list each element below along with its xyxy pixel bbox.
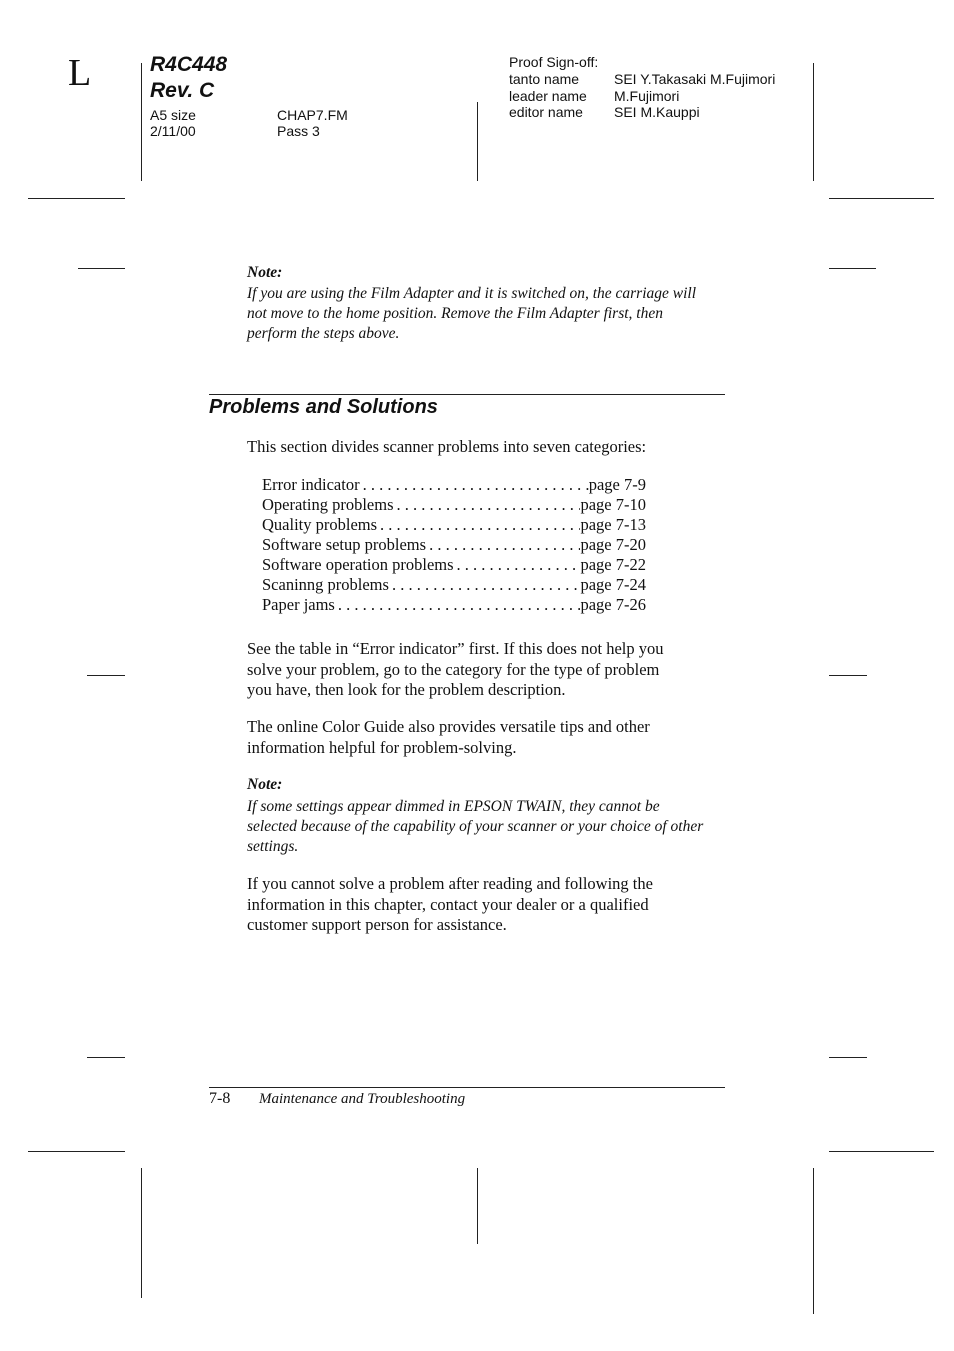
closing-paragraph bbox=[247, 874, 727, 936]
signoff-role: tanto name bbox=[509, 71, 580, 87]
crop-mark bbox=[28, 1151, 125, 1152]
note-line: not move to the home position. Remove the Film Adapter first, then bbox=[247, 305, 663, 322]
category-page: page 7-9 bbox=[588, 475, 646, 494]
category-item bbox=[262, 575, 646, 595]
paragraph-line: information helpful for problem-solving. bbox=[247, 737, 517, 757]
category-item bbox=[262, 535, 646, 555]
category-item bbox=[262, 555, 646, 575]
dot-leader bbox=[389, 575, 581, 595]
crop-mark bbox=[477, 102, 478, 181]
signoff-name: M.Fujimori bbox=[614, 88, 680, 104]
category-page: page 7-24 bbox=[580, 575, 646, 594]
crop-mark bbox=[829, 1057, 867, 1058]
dot-leader bbox=[335, 595, 581, 615]
body-paragraph bbox=[247, 639, 727, 701]
dot-leader bbox=[426, 535, 580, 555]
section-title: Problems and Solutions bbox=[209, 396, 438, 418]
category-item bbox=[262, 475, 646, 495]
crop-mark bbox=[141, 63, 142, 181]
category-page: page 7-22 bbox=[580, 555, 646, 574]
size-label: A5 size bbox=[150, 107, 196, 123]
note-line: selected because of the capability of your scanner or your choice of other bbox=[247, 818, 704, 835]
category-label: Quality problems bbox=[262, 515, 378, 534]
crop-mark bbox=[78, 268, 125, 269]
paragraph-line: The online Color Guide also provides versatile tips and other bbox=[247, 717, 650, 736]
dot-leader bbox=[377, 515, 580, 535]
paragraph-line: information in this chapter, contact your dealer or a qualified bbox=[247, 894, 649, 914]
crop-mark bbox=[829, 675, 867, 676]
paragraph-line: customer support person for assistance. bbox=[247, 915, 507, 934]
crop-mark bbox=[477, 1168, 478, 1244]
chapter-title: Maintenance and Troubleshooting bbox=[259, 1091, 466, 1107]
paragraph-line: you have, then look for the problem description. bbox=[247, 680, 566, 699]
category-page: page 7-13 bbox=[580, 515, 646, 534]
product-code bbox=[150, 52, 227, 104]
category-page: page 7-20 bbox=[580, 535, 646, 554]
category-label: Error indicator bbox=[262, 475, 360, 494]
page-number: 7-8 bbox=[209, 1090, 231, 1107]
dot-leader bbox=[360, 475, 589, 495]
note-text bbox=[247, 284, 737, 344]
note-line: settings. bbox=[247, 838, 299, 855]
category-item bbox=[262, 595, 646, 615]
date-label: 2/11/00 bbox=[150, 123, 196, 139]
pass-label: Pass 3 bbox=[277, 123, 320, 139]
signoff-name: SEI M.Kauppi bbox=[614, 104, 700, 120]
category-page: page 7-10 bbox=[580, 495, 646, 514]
dot-leader bbox=[454, 555, 581, 575]
paragraph-line: See the table in “Error indicator” first. If this does not help you bbox=[247, 639, 664, 658]
category-list bbox=[262, 475, 646, 615]
note-line: If you are using the Film Adapter and it is switched on, the carriage will bbox=[247, 285, 697, 302]
crop-mark bbox=[28, 198, 125, 199]
note-line: perform the steps above. bbox=[247, 325, 400, 342]
category-label: Paper jams bbox=[262, 595, 335, 614]
paragraph-line: If you cannot solve a problem after reading and following the bbox=[247, 874, 653, 893]
dot-leader bbox=[394, 495, 581, 515]
section-rule bbox=[209, 394, 725, 395]
signoff-role: editor name bbox=[509, 104, 583, 120]
product-code-line1: R4C448 bbox=[150, 53, 228, 76]
body-paragraph bbox=[247, 717, 727, 758]
category-label: Software operation problems bbox=[262, 555, 454, 574]
crop-mark bbox=[829, 198, 934, 199]
proof-signoff-title: Proof Sign-off: bbox=[509, 54, 599, 70]
category-label: Scaninng problems bbox=[262, 575, 389, 594]
note-label: Note: bbox=[247, 776, 283, 793]
note-line: If some settings appear dimmed in EPSON TWAIN, they cannot be bbox=[247, 798, 660, 815]
category-item bbox=[262, 495, 646, 515]
crop-mark bbox=[87, 1057, 125, 1058]
page-side-mark: L bbox=[68, 52, 92, 94]
note-text bbox=[247, 797, 737, 857]
category-label: Software setup problems bbox=[262, 535, 427, 554]
crop-mark bbox=[829, 1151, 934, 1152]
crop-mark bbox=[813, 1168, 814, 1314]
signoff-name: SEI Y.Takasaki M.Fujimori bbox=[614, 71, 776, 87]
product-code-line2: Rev. C bbox=[150, 79, 215, 102]
category-page: page 7-26 bbox=[580, 595, 646, 614]
note-label: Note: bbox=[247, 264, 283, 281]
crop-mark bbox=[813, 63, 814, 181]
crop-mark bbox=[87, 675, 125, 676]
category-label: Operating problems bbox=[262, 495, 394, 514]
file-label: CHAP7.FM bbox=[277, 107, 348, 123]
category-item bbox=[262, 515, 646, 535]
signoff-role: leader name bbox=[509, 88, 587, 104]
footer-rule bbox=[209, 1087, 725, 1088]
intro-paragraph: This section divides scanner problems into seven categories: bbox=[247, 437, 647, 456]
crop-mark bbox=[141, 1168, 142, 1298]
paragraph-line: solve your problem, go to the category for the type of problem bbox=[247, 659, 660, 679]
crop-mark bbox=[829, 268, 876, 269]
